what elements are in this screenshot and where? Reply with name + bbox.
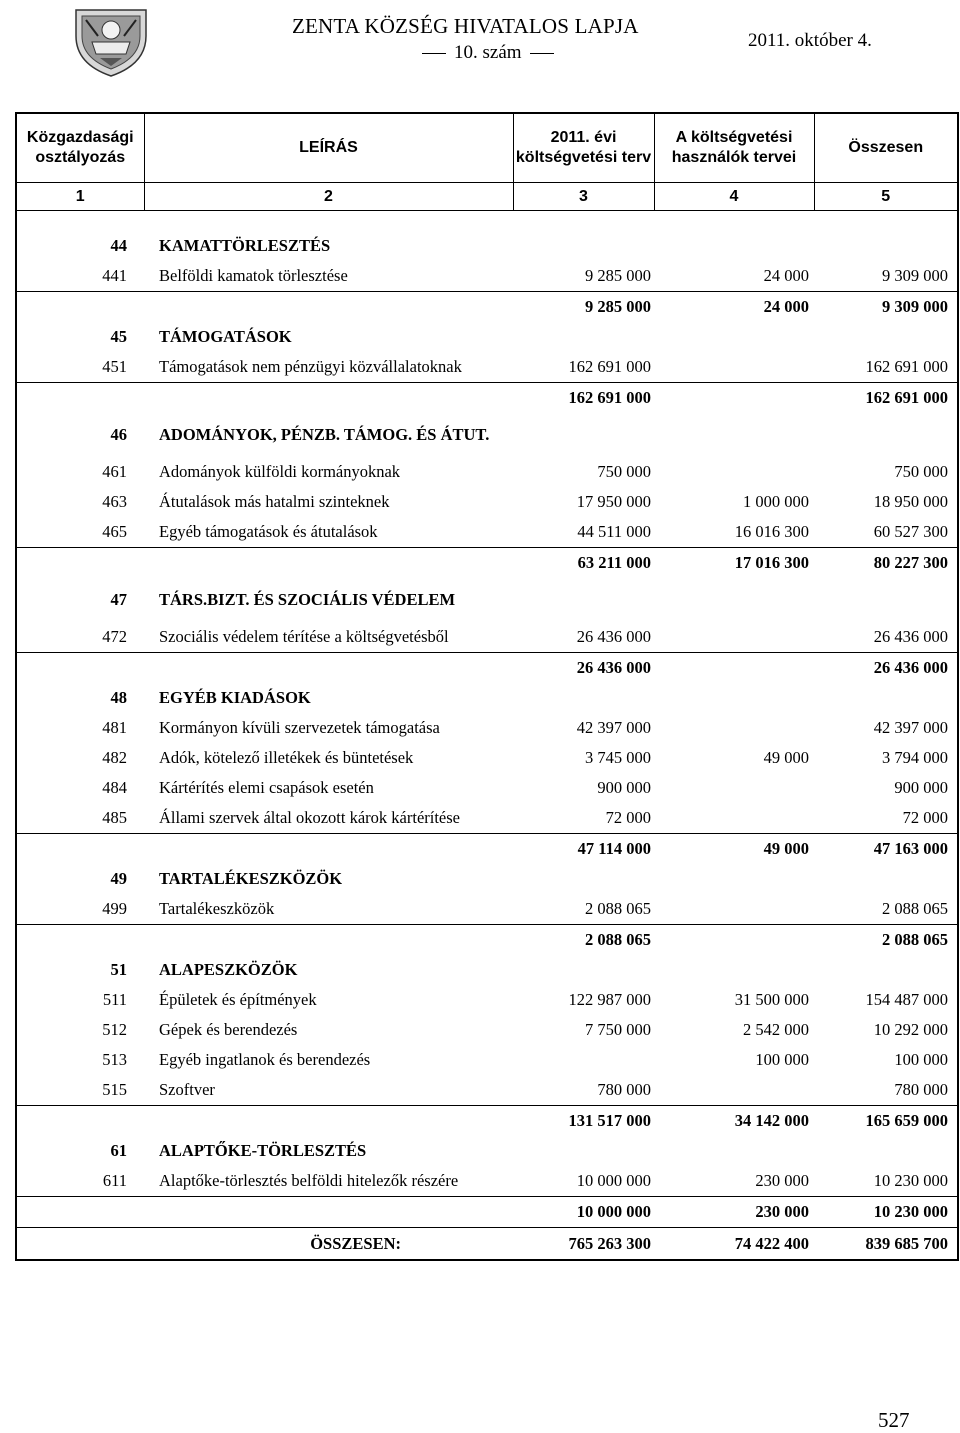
item-description: Átutalások más hatalmi szinteknek	[159, 492, 390, 511]
item-code: 481	[102, 718, 127, 737]
table-row	[16, 1045, 958, 1075]
col-number: 3	[513, 183, 654, 211]
table-row	[16, 457, 958, 487]
empty-cell	[654, 864, 814, 894]
item-code: 499	[102, 899, 127, 918]
section-row	[16, 955, 958, 985]
section-code: 51	[110, 960, 127, 979]
total-value: 42 397 000	[873, 718, 948, 737]
user-plan-value: 100 000	[755, 1050, 809, 1069]
section-row	[16, 578, 958, 622]
item-description: Kártérítés elemi csapások esetén	[159, 778, 374, 797]
item-code: 463	[102, 492, 127, 511]
user-plan-value: 1 000 000	[743, 492, 809, 511]
empty-cell	[654, 683, 814, 713]
total-value: 3 794 000	[882, 748, 948, 767]
section-code: 46	[110, 425, 127, 444]
user-plan-value	[654, 457, 814, 487]
section-row	[16, 231, 958, 261]
empty-cell	[654, 231, 814, 261]
item-code: 465	[102, 522, 127, 541]
grand-total-user-plan: 74 422 400	[654, 1228, 814, 1261]
item-description: Alaptőke-törlesztés belföldi hitelezők részére	[159, 1171, 459, 1190]
item-code: 485	[102, 808, 127, 827]
empty-cell	[814, 955, 958, 985]
user-plan-value	[654, 773, 814, 803]
empty-cell	[144, 925, 513, 956]
spacer-row	[16, 211, 958, 232]
subtotal-row	[16, 292, 958, 323]
plan-value: 26 436 000	[576, 627, 651, 646]
empty-cell	[513, 231, 654, 261]
empty-cell	[144, 1106, 513, 1137]
section-title: TÁRS.BIZT. ÉS SZOCIÁLIS VÉDELEM	[159, 590, 456, 609]
empty-cell	[814, 322, 958, 352]
item-code: 472	[102, 627, 127, 646]
empty-cell	[16, 1106, 144, 1137]
col-number: 2	[144, 183, 513, 211]
subtotal-row	[16, 834, 958, 865]
item-code: 461	[102, 462, 127, 481]
subtotal-plan: 162 691 000	[513, 383, 654, 414]
section-code: 47	[110, 590, 127, 609]
subtotal-row	[16, 383, 958, 414]
item-description: Tartalékeszközök	[159, 899, 275, 918]
section-code: 61	[110, 1141, 127, 1160]
page-number: 527	[878, 1408, 910, 1432]
item-description: Belföldi kamatok törlesztése	[159, 266, 348, 285]
empty-cell	[144, 1197, 513, 1228]
item-code: 512	[102, 1020, 127, 1039]
subtotal-row	[16, 1197, 958, 1228]
empty-cell	[144, 653, 513, 684]
subtotal-plan: 131 517 000	[513, 1106, 654, 1137]
header-description: LEÍRÁS	[144, 113, 513, 183]
section-title: TÁMOGATÁSOK	[159, 327, 292, 346]
empty-cell	[814, 683, 958, 713]
subtotal-total: 80 227 300	[814, 548, 958, 579]
empty-cell	[16, 834, 144, 865]
empty-cell	[513, 955, 654, 985]
subtotal-plan: 26 436 000	[513, 653, 654, 684]
subtotal-row	[16, 653, 958, 684]
empty-cell	[654, 322, 814, 352]
total-value: 9 309 000	[882, 266, 948, 285]
header-classification: Közgazdasági osztályozás	[16, 113, 144, 183]
section-title: EGYÉB KIADÁSOK	[159, 688, 311, 707]
plan-value: 42 397 000	[576, 718, 651, 737]
subtotal-user-plan	[654, 383, 814, 414]
section-row	[16, 413, 958, 457]
empty-cell	[513, 322, 654, 352]
section-title: ADOMÁNYOK, PÉNZB. TÁMOG. ÉS ÁTUT.	[159, 425, 490, 444]
empty-cell	[513, 1136, 654, 1166]
subtotal-row	[16, 1106, 958, 1137]
item-description: Gépek és berendezés	[159, 1020, 298, 1039]
total-value: 10 230 000	[873, 1171, 948, 1190]
col-number: 4	[654, 183, 814, 211]
total-value: 780 000	[894, 1080, 948, 1099]
total-value: 60 527 300	[873, 522, 948, 541]
plan-value: 780 000	[597, 1080, 651, 1099]
plan-value: 72 000	[605, 808, 651, 827]
publication-title: ZENTA KÖZSÉG HIVATALOS LAPJA	[292, 14, 639, 38]
total-value: 900 000	[894, 778, 948, 797]
subtotal-total: 47 163 000	[814, 834, 958, 865]
section-title: ALAPTŐKE-TÖRLESZTÉS	[159, 1141, 367, 1160]
table-row	[16, 352, 958, 383]
user-plan-value: 31 500 000	[734, 990, 809, 1009]
total-value: 10 292 000	[873, 1020, 948, 1039]
item-description: Adók, kötelező illetékek és büntetések	[159, 748, 414, 767]
subtotal-user-plan: 230 000	[654, 1197, 814, 1228]
empty-cell	[513, 578, 654, 622]
table-row	[16, 894, 958, 925]
grand-total-sum: 839 685 700	[814, 1228, 958, 1261]
header-total: Összesen	[814, 113, 958, 183]
empty-cell	[654, 413, 814, 457]
table-row	[16, 261, 958, 292]
empty-cell	[144, 292, 513, 323]
grand-total-label: ÖSSZESEN:	[16, 1228, 513, 1261]
section-row	[16, 322, 958, 352]
section-code: 48	[110, 688, 127, 707]
col-number: 1	[16, 183, 144, 211]
user-plan-value: 230 000	[755, 1171, 809, 1190]
subtotal-row	[16, 925, 958, 956]
header-user-plans: A költségvetési használók tervei	[654, 113, 814, 183]
item-description: Egyéb támogatások és átutalások	[159, 522, 378, 541]
subtotal-user-plan	[654, 653, 814, 684]
empty-cell	[513, 683, 654, 713]
section-code: 44	[110, 236, 127, 255]
subtotal-plan: 47 114 000	[513, 834, 654, 865]
issue-number: 10. szám	[414, 42, 562, 64]
item-code: 511	[102, 990, 127, 1009]
plan-value	[513, 1045, 654, 1075]
user-plan-value	[654, 352, 814, 383]
total-value: 72 000	[902, 808, 948, 827]
plan-value: 900 000	[597, 778, 651, 797]
header-plan-2011: 2011. évi költségvetési terv	[513, 113, 654, 183]
plan-value: 7 750 000	[585, 1020, 651, 1039]
plan-value: 10 000 000	[576, 1171, 651, 1190]
item-description: Kormányon kívüli szervezetek támogatása	[159, 718, 440, 737]
subtotal-total: 26 436 000	[814, 653, 958, 684]
item-code: 451	[102, 357, 127, 376]
subtotal-total: 162 691 000	[814, 383, 958, 414]
item-description: Egyéb ingatlanok és berendezés	[159, 1050, 371, 1069]
user-plan-value: 16 016 300	[734, 522, 809, 541]
page-header	[0, 0, 960, 90]
item-code: 484	[102, 778, 127, 797]
empty-cell	[513, 413, 654, 457]
empty-cell	[513, 864, 654, 894]
user-plan-value	[654, 622, 814, 653]
table-row	[16, 803, 958, 834]
subtotal-total: 2 088 065	[814, 925, 958, 956]
user-plan-value: 49 000	[763, 748, 809, 767]
grand-total-row	[16, 1228, 958, 1261]
subtotal-plan: 63 211 000	[513, 548, 654, 579]
table-row	[16, 773, 958, 803]
empty-cell	[144, 548, 513, 579]
empty-cell	[654, 578, 814, 622]
section-row	[16, 683, 958, 713]
col-number: 5	[814, 183, 958, 211]
total-value: 750 000	[894, 462, 948, 481]
total-value: 26 436 000	[873, 627, 948, 646]
subtotal-plan: 10 000 000	[513, 1197, 654, 1228]
empty-cell	[144, 383, 513, 414]
plan-value: 122 987 000	[568, 990, 651, 1009]
item-code: 441	[102, 266, 127, 285]
item-description: Támogatások nem pénzügyi közvállalatoknak	[159, 357, 462, 376]
plan-value: 3 745 000	[585, 748, 651, 767]
plan-value: 162 691 000	[568, 357, 651, 376]
user-plan-value: 2 542 000	[743, 1020, 809, 1039]
empty-cell	[654, 955, 814, 985]
subtotal-user-plan: 34 142 000	[654, 1106, 814, 1137]
empty-cell	[814, 231, 958, 261]
section-code: 45	[110, 327, 127, 346]
table-row	[16, 713, 958, 743]
item-description: Szociális védelem térítése a költségvetésből	[159, 627, 449, 646]
total-value: 154 487 000	[865, 990, 948, 1009]
total-value: 18 950 000	[873, 492, 948, 511]
item-description: Szoftver	[159, 1080, 215, 1099]
subtotal-total: 10 230 000	[814, 1197, 958, 1228]
empty-cell	[814, 413, 958, 457]
item-code: 482	[102, 748, 127, 767]
issue-date: 2011. október 4.	[748, 30, 872, 51]
coat-of-arms-icon	[70, 6, 152, 78]
table-row	[16, 1075, 958, 1106]
section-row	[16, 864, 958, 894]
user-plan-value: 24 000	[763, 266, 809, 285]
total-value: 100 000	[894, 1050, 948, 1069]
budget-table	[15, 112, 959, 1261]
empty-cell	[814, 1136, 958, 1166]
item-code: 515	[102, 1080, 127, 1099]
item-code: 611	[102, 1171, 127, 1190]
empty-cell	[16, 653, 144, 684]
subtotal-user-plan: 49 000	[654, 834, 814, 865]
user-plan-value	[654, 894, 814, 925]
grand-total-plan: 765 263 300	[513, 1228, 654, 1261]
empty-cell	[16, 925, 144, 956]
user-plan-value	[654, 713, 814, 743]
subtotal-user-plan	[654, 925, 814, 956]
empty-cell	[16, 383, 144, 414]
plan-value: 2 088 065	[585, 899, 651, 918]
empty-cell	[144, 834, 513, 865]
table-row	[16, 1166, 958, 1197]
plan-value: 44 511 000	[577, 522, 651, 541]
total-value: 2 088 065	[882, 899, 948, 918]
table-row	[16, 1015, 958, 1045]
empty-cell	[654, 1136, 814, 1166]
total-value: 162 691 000	[865, 357, 948, 376]
table-row	[16, 743, 958, 773]
section-title: TARTALÉKESZKÖZÖK	[159, 869, 343, 888]
table-row	[16, 622, 958, 653]
table-row	[16, 517, 958, 548]
item-description: Állami szervek által okozott károk kártérítése	[159, 808, 461, 827]
plan-value: 17 950 000	[576, 492, 651, 511]
plan-value: 750 000	[597, 462, 651, 481]
subtotal-user-plan: 24 000	[654, 292, 814, 323]
user-plan-value	[654, 803, 814, 834]
section-code: 49	[110, 869, 127, 888]
plan-value: 9 285 000	[585, 266, 651, 285]
subtotal-user-plan: 17 016 300	[654, 548, 814, 579]
subtotal-total: 9 309 000	[814, 292, 958, 323]
table-body	[16, 211, 958, 1261]
subtotal-plan: 2 088 065	[513, 925, 654, 956]
subtotal-total: 165 659 000	[814, 1106, 958, 1137]
subtotal-row	[16, 548, 958, 579]
table-row	[16, 487, 958, 517]
subtotal-plan: 9 285 000	[513, 292, 654, 323]
empty-cell	[16, 548, 144, 579]
table-row	[16, 985, 958, 1015]
empty-cell	[16, 1197, 144, 1228]
empty-cell	[814, 578, 958, 622]
empty-cell	[16, 292, 144, 323]
section-row	[16, 1136, 958, 1166]
item-code: 513	[102, 1050, 127, 1069]
item-description: Adományok külföldi kormányoknak	[159, 462, 401, 481]
section-title: KAMATTÖRLESZTÉS	[159, 236, 331, 255]
user-plan-value	[654, 1075, 814, 1106]
section-title: ALAPESZKÖZÖK	[159, 960, 298, 979]
empty-cell	[814, 864, 958, 894]
item-description: Épületek és építmények	[159, 990, 317, 1009]
